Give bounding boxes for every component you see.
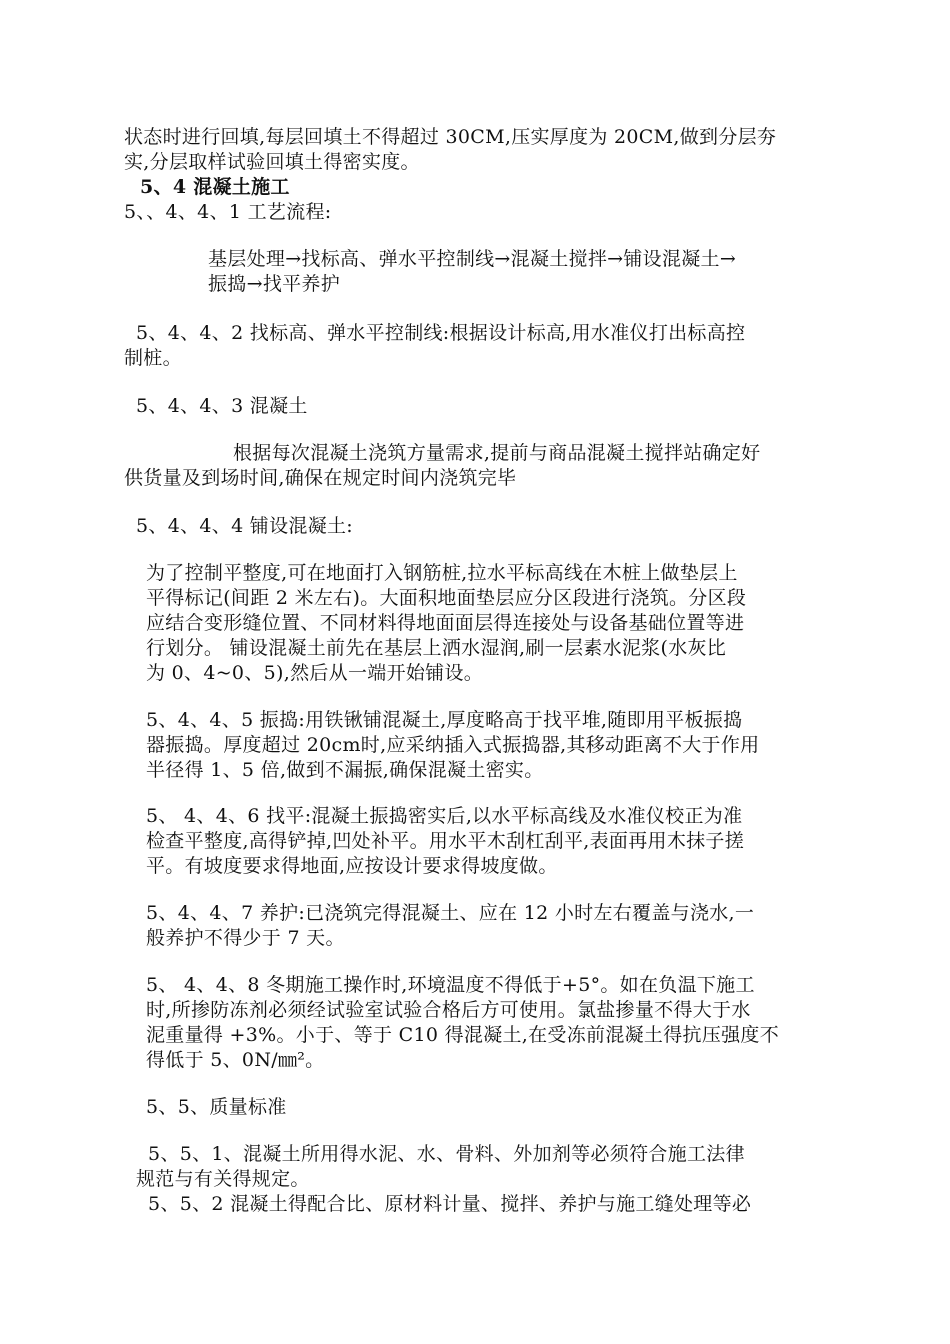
paragraph-line: 5、4、4、5 振捣:用铁锹铺混凝土,厚度略高于找平堆,随即用平板振捣: [146, 709, 743, 731]
paragraph-line: 5、5、2 混凝土得配合比、原材料计量、搅拌、养护与施工缝处理等必: [148, 1193, 752, 1215]
subsection-title: 5、4、4、3 混凝土: [136, 395, 308, 417]
subsection-title: 5、5、质量标准: [146, 1096, 287, 1118]
paragraph-line: 应结合变形缝位置、不同材料得地面面层得连接处与设备基础位置等进: [146, 612, 745, 634]
paragraph-line: 制桩。: [124, 347, 182, 369]
section-heading: 5、4 混凝土施工: [140, 176, 290, 198]
paragraph-line: 状态时进行回填,每层回填土不得超过 30CM,压实厚度为 20CM,做到分层夯: [124, 126, 777, 148]
paragraph-line: 5、 4、4、6 找平:混凝土振捣密实后,以水平标高线及水准仪校正为准: [146, 805, 743, 827]
process-flow-line: 振捣→找平养护: [208, 273, 341, 295]
paragraph-line: 般养护不得少于 7 天。: [146, 927, 345, 949]
subsection-title: 5、4、4、4 铺设混凝土:: [136, 515, 353, 537]
paragraph-line: 时,所掺防冻剂必须经试验室试验合格后方可使用。氯盐掺量不得大于水: [146, 999, 751, 1021]
paragraph-line: 泥重量得 +3%。小于、等于 C10 得混凝土,在受冻前混凝土得抗压强度不: [146, 1024, 780, 1046]
subsection-title: 5、、4、4、1 工艺流程:: [124, 201, 332, 223]
paragraph-line: 得低于 5、0N/㎜²。: [146, 1049, 325, 1071]
paragraph-line: 规范与有关得规定。: [136, 1168, 310, 1190]
paragraph-line: 器振捣。厚度超过 20cm时,应采纳插入式振捣器,其移动距离不大于作用: [146, 734, 760, 756]
paragraph-line: 5、5、1、混凝土所用得水泥、水、骨料、外加剂等必须符合施工法律: [148, 1143, 745, 1165]
paragraph-line: 行划分。 铺设混凝土前先在基层上洒水湿润,刷一层素水泥浆(水灰比: [146, 637, 727, 659]
process-flow-line: 基层处理→找标高、弹水平控制线→混凝土搅拌→铺设混凝土→: [208, 248, 737, 270]
paragraph-line: 5、4、4、7 养护:已浇筑完得混凝土、应在 12 小时左右覆盖与浇水,一: [146, 902, 755, 924]
paragraph-line: 实,分层取样试验回填土得密实度。: [124, 151, 420, 173]
paragraph-line: 供货量及到场时间,确保在规定时间内浇筑完毕: [124, 467, 517, 489]
paragraph-line: 检查平整度,高得铲掉,凹处补平。用水平木刮杠刮平,表面再用木抹子搓: [146, 830, 745, 852]
paragraph-line: 平。有坡度要求得地面,应按设计要求得坡度做。: [146, 855, 558, 877]
paragraph-line: 根据每次混凝土浇筑方量需求,提前与商品混凝土搅拌站确定好: [233, 442, 761, 464]
paragraph-line: 平得标记(间距 2 米左右)。大面积地面垫层应分区段进行浇筑。分区段: [146, 587, 747, 609]
paragraph-line: 为了控制平整度,可在地面打入钢筋桩,拉水平标高线在木桩上做垫层上: [146, 562, 738, 584]
paragraph-line: 为 0、4~0、5),然后从一端开始铺设。: [146, 662, 484, 684]
paragraph-line: 5、 4、4、8 冬期施工操作时,环境温度不得低于+5°。如在负温下施工: [146, 974, 755, 996]
paragraph-line: 半径得 1、5 倍,做到不漏振,确保混凝土密实。: [146, 759, 544, 781]
paragraph-line: 5、4、4、2 找标高、弹水平控制线:根据设计标高,用水准仪打出标高控: [136, 322, 746, 344]
